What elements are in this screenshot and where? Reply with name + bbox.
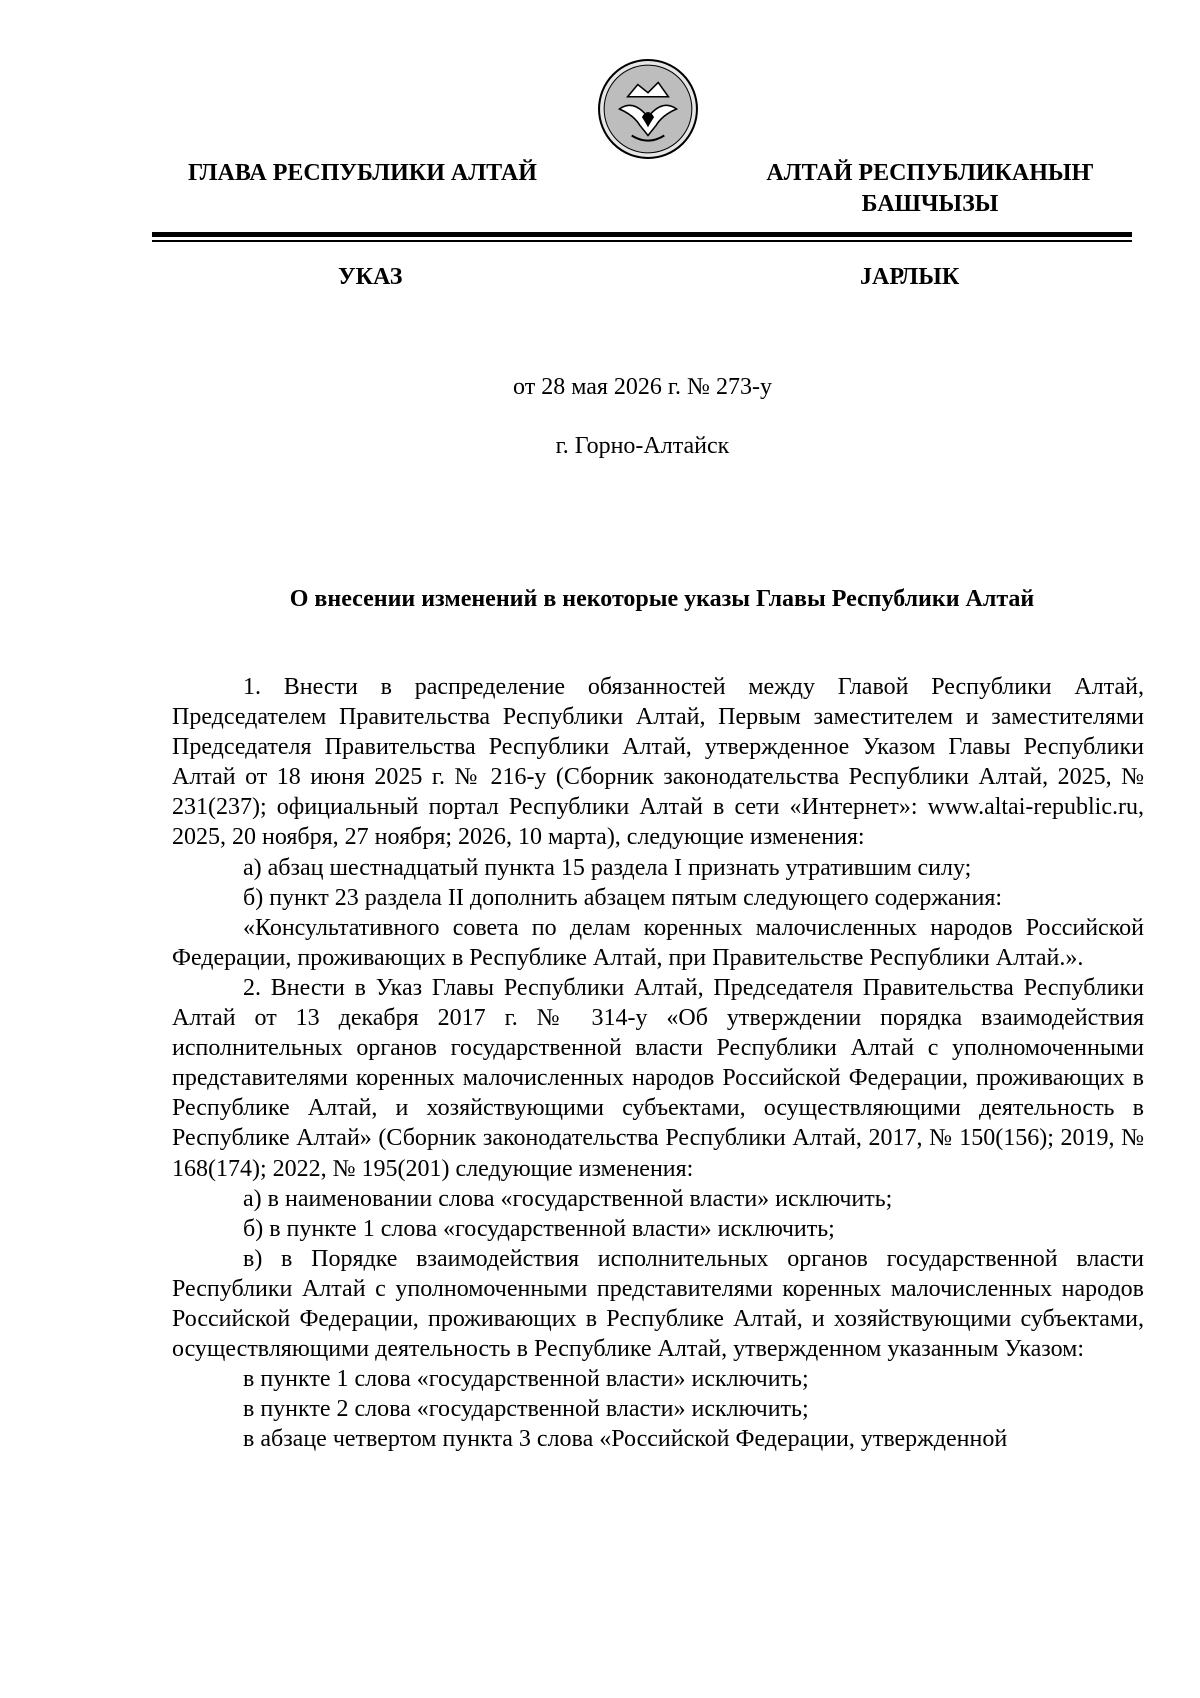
paragraph: 2. Внести в Указ Главы Республики Алтай, Председателя Правительства Республики Алтай от 13 декабря 2017 г. № 314-у «Об утверждении порядка взаимодействия исполнительных органов государственной власти Республики Алтай с уполномоченными представителями коренных малочисленных народов Российской Федерации, проживающих в Республике Алтай, и хозяйствующими субъектами, осуществляющими деятельность в Республике Алтай» (Сборник законодательства Республики Алтай, 2017, № 150(156); 2019, № 168(174); 2022, № 195(201) следующие изменения:: [172, 974, 1144, 1182]
document-type-altai: ЈАРЛЫК: [860, 264, 960, 290]
header-divider-thin: [152, 240, 1132, 242]
issuer-title-russian: ГЛАВА РЕСПУБЛИКИ АЛТАЙ: [188, 160, 537, 186]
document-body: [172, 672, 1144, 1454]
paragraph: в пункте 1 слова «государственной власти» исключить;: [243, 1366, 809, 1393]
document-title: О внесении изменений в некоторые указы Главы Республики Алтай: [289, 586, 1035, 612]
document-date-number: от 28 мая 2026 г. № 273-у: [513, 374, 772, 400]
paragraph: б) пункт 23 раздела II дополнить абзацем пятым следующего содержания:: [243, 884, 1003, 911]
paragraph: в пункте 2 слова «государственной власти» исключить;: [243, 1396, 809, 1423]
paragraph: «Консультативного совета по делам коренных малочисленных народов Российской Федерации, проживающих в Республике Алтай, при Правительстве Республики Алтай.».: [172, 914, 1144, 971]
paragraph: а) абзац шестнадцатый пункта 15 раздела I признать утратившим силу;: [243, 854, 972, 881]
document-city: г. Горно-Алтайск: [555, 433, 730, 459]
paragraph: в) в Порядке взаимодействия исполнительных органов государственной власти Республики Алтай с уполномоченными представителями коренных малочисленных народов Российской Федерации, проживающих в Республике Алтай, и хозяйствующими субъектами, осуществляющими деятельность в Республике Алтай, утвержденном указанным Указом:: [172, 1245, 1144, 1363]
paragraph: в абзаце четвертом пункта 3 слова «Российской Федерации, утвержденной: [243, 1426, 1008, 1453]
issuer-title-altai: [740, 158, 1120, 220]
paragraph: б) в пункте 1 слова «государственной власти» исключить;: [243, 1215, 835, 1242]
header-divider-thick: [152, 232, 1132, 237]
coat-of-arms-emblem: [597, 58, 699, 160]
paragraph: 1. Внести в распределение обязанностей между Главой Республики Алтай, Председателем Правительства Республики Алтай, Первым заместителем и заместителями Председателя Правительства Республики Алтай, утвержденное Указом Главы Республики Алтай от 18 июня 2025 г. № 216-у (Сборник законодательства Республики Алтай, 2025, № 231(237); официальный портал Республики Алтай в сети «Интернет»: www.altai-republic.ru, 2025, 20 ноября, 27 ноября; 2026, 10 марта), следующие изменения:: [172, 674, 1144, 851]
paragraph: а) в наименовании слова «государственной власти» исключить;: [243, 1185, 893, 1212]
document-type-russian: УКАЗ: [338, 264, 403, 290]
issuer-title-altai-line1: АЛТАЙ РЕСПУБЛИКАНЫҤ: [766, 160, 1094, 186]
issuer-title-altai-line2: БАШЧЫЗЫ: [861, 191, 999, 217]
